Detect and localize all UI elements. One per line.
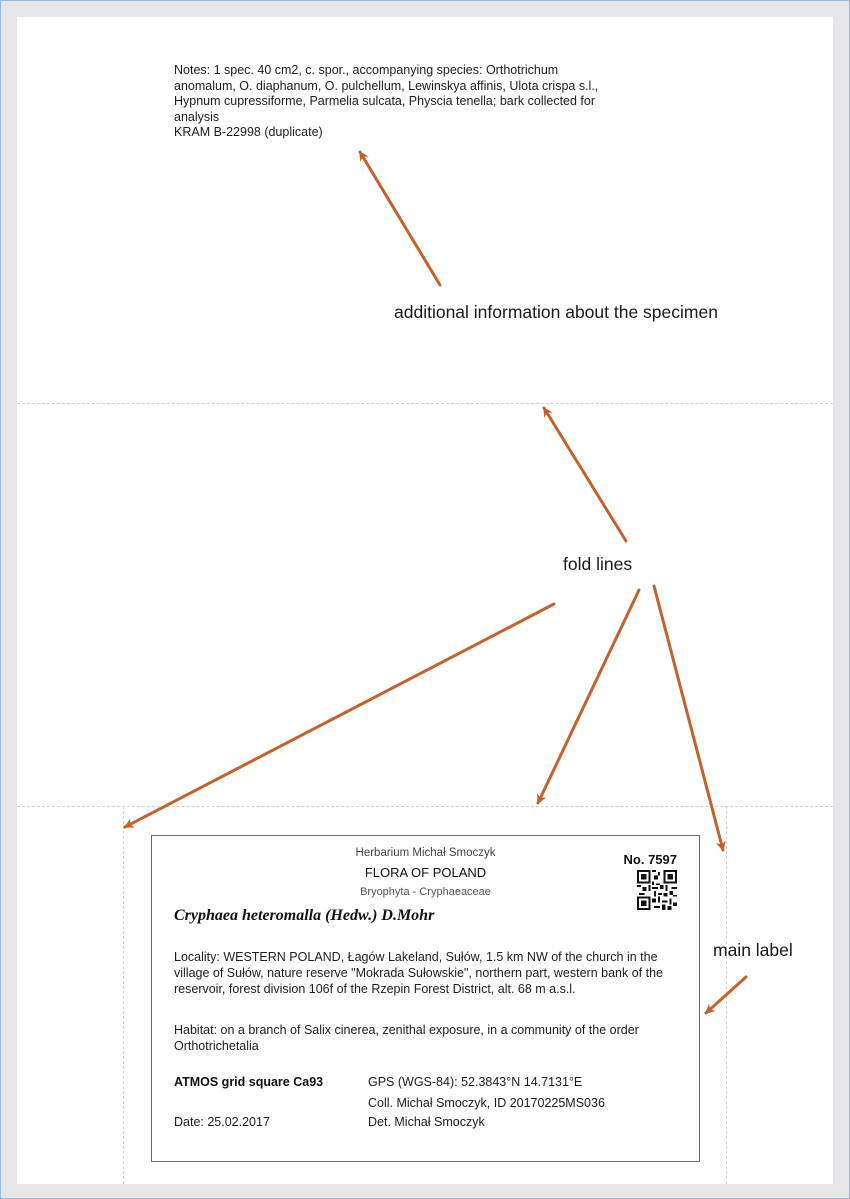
caption-additional-info: additional information about the specimen (394, 302, 718, 322)
duplicate-reference: KRAM B-22998 (duplicate) (174, 125, 323, 139)
gps-coordinates: GPS (WGS-84): 52.3843°N 14.7131°E (368, 1075, 583, 1089)
taxon-group: Bryophyta - Cryphaeaceae (360, 886, 491, 898)
caption-fold-lines: fold lines (563, 554, 633, 574)
flora-title: FLORA OF POLAND (364, 865, 487, 880)
herbarium-name: Herbarium Michał Smoczyk (355, 847, 496, 859)
determiner: Det. Michał Smoczyk (368, 1115, 485, 1129)
atmos-grid-square: ATMOS grid square Ca93 (174, 1075, 324, 1089)
locality-text: Locality: WESTERN POLAND, Łagów Lakeland, Sułów, 1.5 km NW of the church in the village of Sułów, nature reserve "Mokrada Sułowskie", northern part, western bank of the reservoir, forest division 106f of the Rzepin Forest District, alt. 68 m a.s.l. (174, 950, 663, 996)
arrow-to-notes (360, 152, 440, 285)
caption-main-label: main label (713, 940, 793, 960)
specimen-number: No. 7597 (623, 852, 677, 867)
notes-line: analysis (174, 109, 220, 124)
arrow-to-right-fold (654, 586, 723, 850)
arrow-to-lower-fold (538, 590, 639, 803)
collection-date: Date: 25.02.2017 (174, 1115, 270, 1129)
collector: Coll. Michał Smoczyk, ID 20170225MS036 (368, 1096, 605, 1110)
notes-line: anomalum, O. diaphanum, O. pulchellum, Lewinskya affinis, Ulota crispa s.l., (174, 78, 599, 93)
arrow-to-upper-fold (544, 408, 626, 541)
species-name: Cryphaea heteromalla (Hedw.) D.Mohr (174, 907, 435, 924)
arrow-to-left-fold (125, 604, 554, 827)
arrow-to-main-label (706, 977, 746, 1013)
notes-line: Hypnum cupressiforme, Parmelia sulcata, Physcia tenella; bark collected for (174, 94, 596, 108)
notes-line: Notes: 1 spec. 40 cm2, c. spor., accompanying species: Orthotrichum (174, 63, 559, 77)
habitat-text: Habitat: on a branch of Salix cinerea, zenithal exposure, in a community of the order Orthotrichetalia (174, 1023, 639, 1053)
